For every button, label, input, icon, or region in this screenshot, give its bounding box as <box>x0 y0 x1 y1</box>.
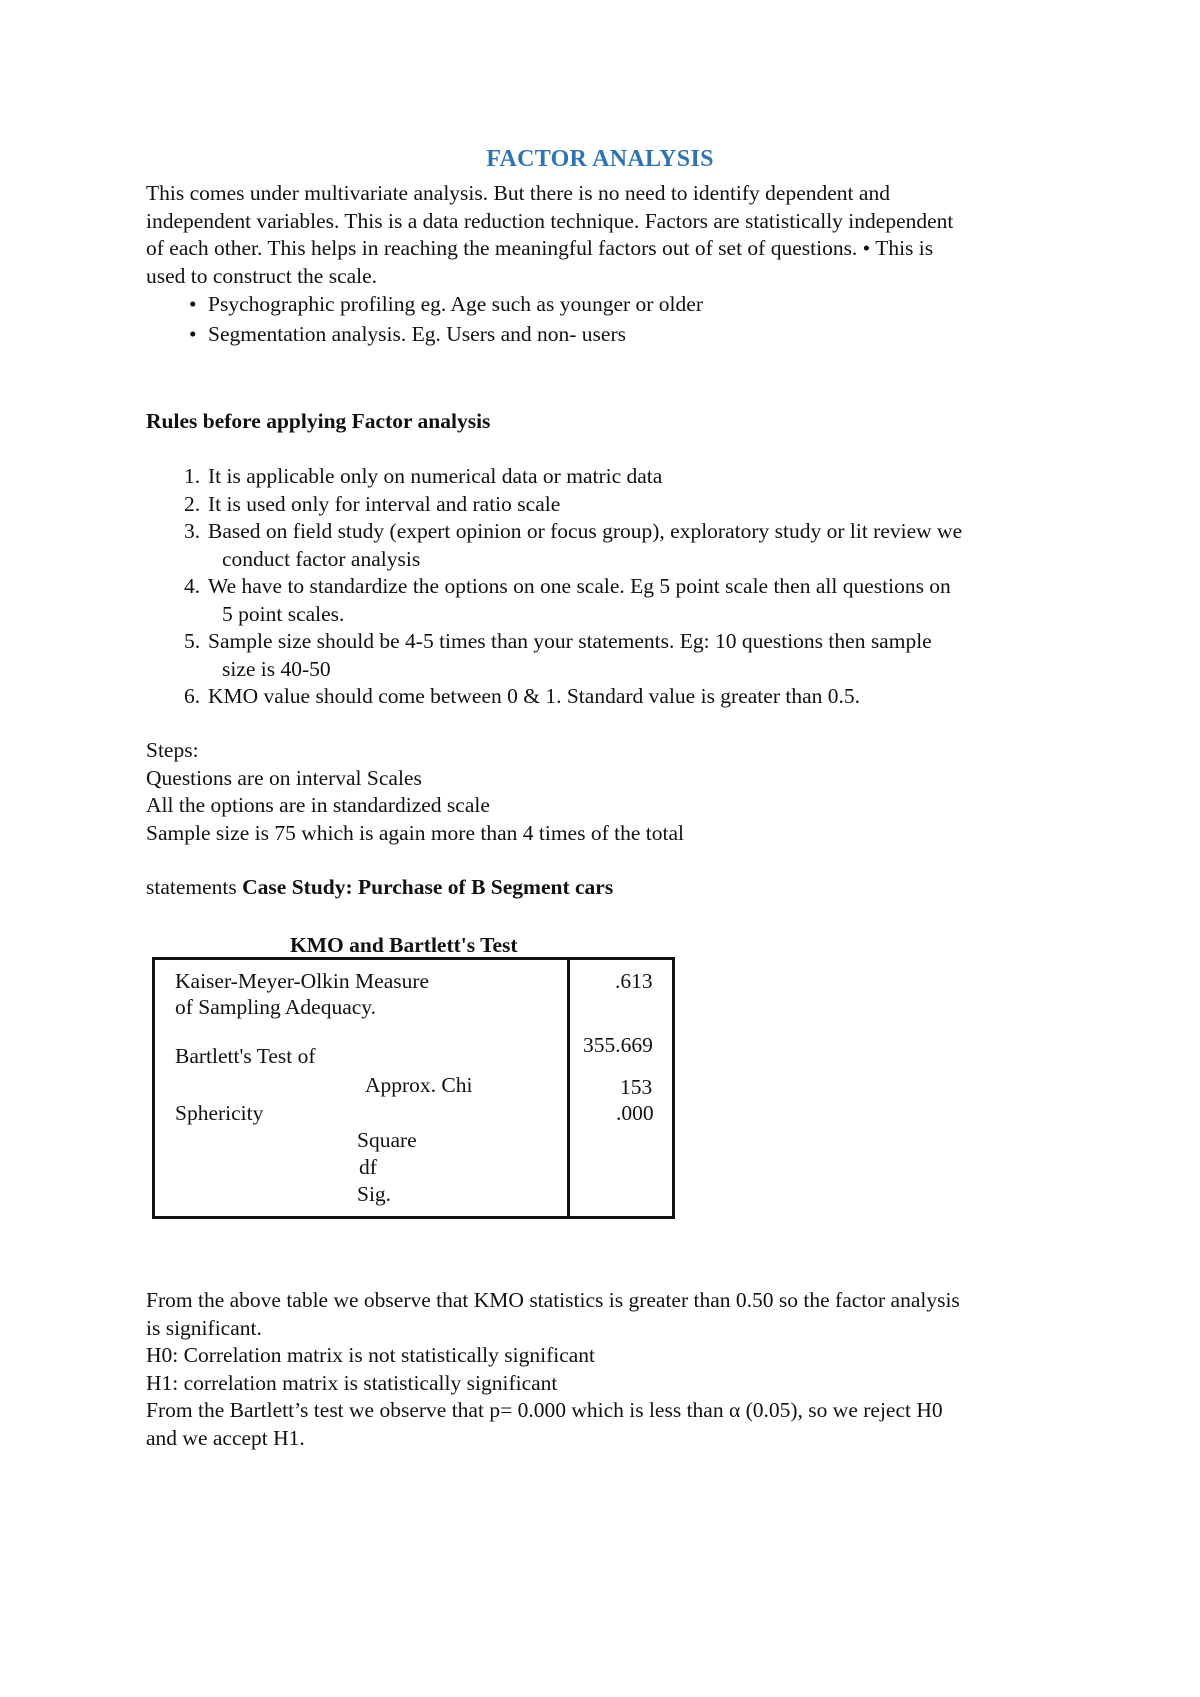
bullet-icon: • <box>189 292 197 316</box>
list-number: 5. <box>184 629 201 653</box>
bartlett-label: Bartlett's Test of <box>175 1044 316 1068</box>
rule-text-continued: conduct factor analysis <box>222 546 421 571</box>
steps-section <box>146 737 1076 847</box>
rule-text: Based on field study (expert opinion or focus group), exploratory study or lit review we <box>208 519 963 543</box>
case-study-prefix: statements <box>146 875 243 899</box>
list-item <box>146 291 1076 321</box>
square-label: Square <box>357 1128 417 1152</box>
list-item <box>146 573 1076 628</box>
rules-list <box>146 463 1076 711</box>
list-item <box>146 518 1076 573</box>
list-number: 2. <box>184 491 201 516</box>
intro-line: of each other. This helps in reaching the meaningful factors out of set of questions. • This is <box>146 236 934 260</box>
intro-paragraph <box>146 180 1076 290</box>
conclusion-line: H1: correlation matrix is statistically significant <box>146 1370 558 1395</box>
steps-label: Steps: <box>146 738 199 762</box>
intro-line: independent variables. This is a data reduction technique. Factors are statistically independent <box>146 208 954 233</box>
bullet-text: Psychographic profiling eg. Age such as younger or older <box>208 292 703 316</box>
steps-line: Questions are on interval Scales <box>146 765 422 790</box>
list-number: 6. <box>184 684 201 708</box>
approx-chi-label: Approx. Chi <box>365 1073 473 1097</box>
conclusion-paragraph <box>146 1287 1076 1452</box>
rule-text: Sample size should be 4-5 times than your statements. Eg: 10 questions then sample <box>208 629 932 653</box>
kmo-value: .613 <box>615 969 653 993</box>
df-label: df <box>359 1155 377 1179</box>
rules-heading: Rules before applying Factor analysis <box>146 409 491 433</box>
list-item <box>146 628 1076 683</box>
list-number: 4. <box>184 574 201 598</box>
list-item <box>146 491 1076 519</box>
rule-text-continued: 5 point scales. <box>222 601 345 626</box>
conclusion-line: is significant. <box>146 1315 262 1340</box>
table-divider <box>567 960 570 1216</box>
rule-text: We have to standardize the options on one scale. Eg 5 point scale then all questions on <box>208 574 951 598</box>
rule-text: KMO value should come between 0 & 1. Standard value is greater than 0.5. <box>208 684 860 708</box>
steps-line: Sample size is 75 which is again more than 4 times of the total <box>146 820 684 845</box>
df-value: 153 <box>620 1075 653 1099</box>
sig-label: Sig. <box>357 1182 392 1206</box>
rule-text: It is applicable only on numerical data or matric data <box>208 464 663 488</box>
list-number: 1. <box>184 464 201 488</box>
conclusion-line: From the above table we observe that KMO statistics is greater than 0.50 so the factor analysis <box>146 1288 960 1312</box>
chi-square-value: 355.669 <box>583 1033 653 1057</box>
list-item <box>146 321 1076 351</box>
kmo-table-title: KMO and Bartlett's Test <box>290 933 518 957</box>
list-number: 3. <box>184 519 201 543</box>
sphericity-label: Sphericity <box>175 1101 264 1125</box>
list-item <box>146 683 1076 711</box>
sig-value: .000 <box>616 1101 654 1125</box>
conclusion-line: and we accept H1. <box>146 1425 305 1450</box>
intro-line: used to construct the scale. <box>146 263 378 288</box>
conclusion-line: H0: Correlation matrix is not statistically significant <box>146 1343 596 1367</box>
intro-bullet-list <box>146 291 1076 351</box>
steps-line: All the options are in standardized scale <box>146 793 490 817</box>
bullet-icon: • <box>189 322 197 346</box>
kmo-table <box>152 957 675 1219</box>
case-study-title: Case Study: Purchase of B Segment cars <box>242 875 614 899</box>
conclusion-line: From the Bartlett’s test we observe that p= 0.000 which is less than α (0.05), so we reject H0 <box>146 1398 943 1422</box>
intro-line: This comes under multivariate analysis. But there is no need to identify dependent and <box>146 181 890 205</box>
case-study-line <box>146 874 1076 902</box>
list-item <box>146 463 1076 491</box>
kmo-label-continued: of Sampling Adequacy. <box>175 995 377 1019</box>
rule-text: It is used only for interval and ratio scale <box>208 491 561 516</box>
bullet-text: Segmentation analysis. Eg. Users and non- users <box>208 322 626 346</box>
document-title: FACTOR ANALYSIS <box>486 146 714 172</box>
kmo-label: Kaiser-Meyer-Olkin Measure <box>175 969 430 993</box>
rule-text-continued: size is 40-50 <box>222 656 331 681</box>
